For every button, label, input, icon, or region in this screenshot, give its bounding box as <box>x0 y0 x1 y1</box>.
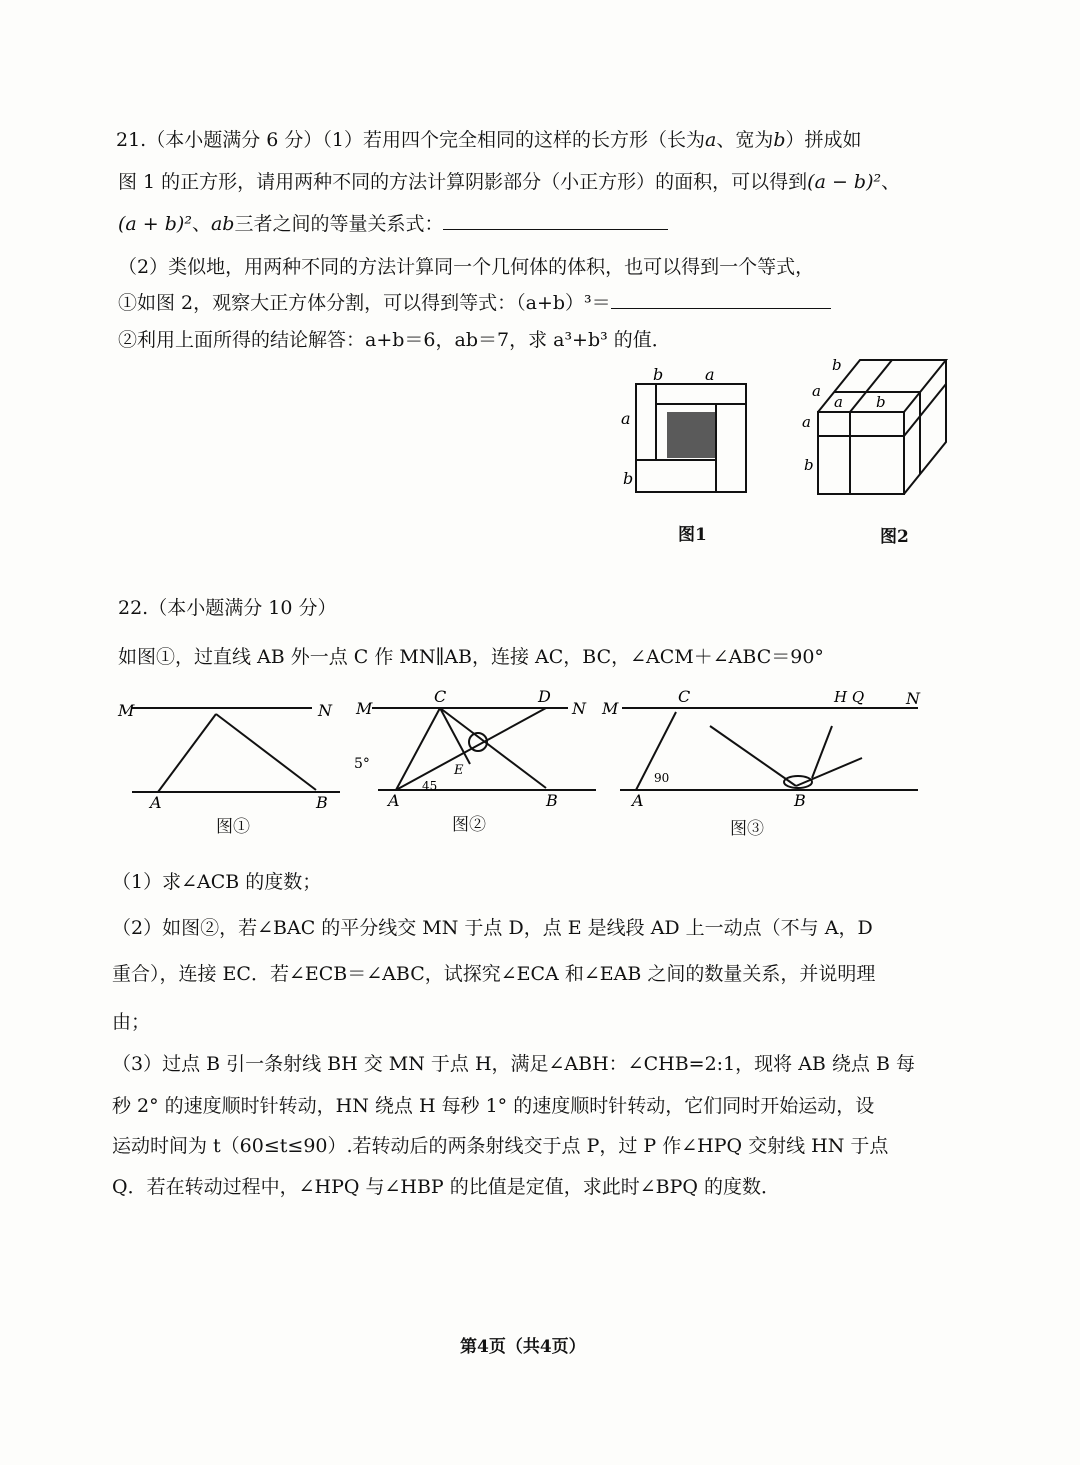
fig3-label-A: A <box>632 791 644 810</box>
fig2-label-b-top: b <box>832 356 842 374</box>
fig2-label-b-left: b <box>804 456 814 474</box>
q22-figure3 <box>600 682 930 812</box>
q22-part1: （1）求∠ACB 的度数； <box>112 871 322 893</box>
q21-fig1-caption: 图1 <box>678 525 707 545</box>
q21-answer-blank-2[interactable] <box>611 292 831 309</box>
q22-part3-line3: 运动时间为 t（60≤t≤90）.若转动后的两条射线交于点 P，过 P 作∠HPQ 交射线 HN 于点 <box>112 1135 889 1157</box>
q21-line3 <box>118 212 668 236</box>
fig1-label-M: M <box>118 701 135 720</box>
fig2-label-a-face: a <box>834 393 843 411</box>
q22-part3-line1: （3）过点 B 引一条射线 BH 交 MN 于点 H，满足∠ABH：∠CHB=2:1，现将 AB 绕点 B 每 <box>112 1053 915 1075</box>
fig3-label-N: N <box>906 689 920 708</box>
q22-figure2 <box>350 682 600 812</box>
q21-line4: （2）类似地，用两种不同的方法计算同一个几何体的体积，也可以得到一个等式， <box>118 256 815 278</box>
fig1-label-left-a: a <box>621 409 631 428</box>
q22-fig2-caption: 图② <box>452 815 486 835</box>
fig3-label-HQ: H Q <box>834 688 865 706</box>
fig2-note-45: 45 <box>422 779 438 793</box>
fig1-label-a: a <box>705 365 715 384</box>
fig2-label-N: N <box>572 699 586 718</box>
q22-fig3-caption: 图③ <box>730 819 764 839</box>
fig3-label-B: B <box>794 791 806 810</box>
fig2-note-5: 5° <box>354 756 370 772</box>
q21-line5 <box>118 291 831 315</box>
page-footer: 第4页（共4页） <box>460 1337 586 1357</box>
q22-figure1 <box>112 690 342 810</box>
q21-l2-tail: 、 <box>881 171 901 193</box>
q21-head-b: b <box>773 129 786 151</box>
q22-head: 22.（本小题满分 10 分） <box>118 597 337 619</box>
q21-answer-blank-1[interactable] <box>443 213 668 230</box>
q22-part2-line3: 由； <box>112 1011 151 1033</box>
fig3-note-90: 90 <box>654 771 670 785</box>
q21-l3-mid: 、 <box>191 213 211 235</box>
fig1-label-N: N <box>318 701 332 720</box>
fig1-label-A: A <box>150 793 162 810</box>
q21-head-tail: ）拼成如 <box>785 129 862 151</box>
fig3-label-C: C <box>678 687 691 706</box>
fig1-label-B: B <box>316 793 328 810</box>
fig2-label-E: E <box>454 763 464 778</box>
q21-l3-ab: ab <box>210 213 235 235</box>
q21-l2-expr: (a − b)² <box>807 171 882 193</box>
q21-line1 <box>116 128 862 152</box>
fig2-label-B: B <box>546 791 558 810</box>
fig2-label-b-face: b <box>876 393 886 411</box>
q21-figure2 <box>798 352 953 502</box>
q22-intro: 如图①，过直线 AB 外一点 C 作 MN∥AB，连接 AC，BC，∠ACM＋∠ABC＝90° <box>118 646 824 668</box>
q21-l5-text: ①如图 2，观察大正方体分割，可以得到等式：（a+b）³＝ <box>118 292 611 314</box>
q21-l2-text: 图 1 的正方形，请用两种不同的方法计算阴影部分（小正方形）的面积，可以得到 <box>118 171 808 193</box>
fig2-label-D: D <box>538 687 551 706</box>
shaded-square <box>667 412 715 458</box>
fig2-label-C: C <box>434 687 447 706</box>
q21-head-a: a <box>704 129 717 151</box>
q21-l3-expr: (a + b)² <box>118 213 192 235</box>
q21-fig2-caption: 图2 <box>880 527 909 547</box>
fig1-label-left-b: b <box>623 469 634 488</box>
q22-part2-line1: （2）如图②，若∠BAC 的平分线交 MN 于点 D，点 E 是线段 AD 上一动点（不与 A，D <box>112 917 873 939</box>
fig1-label-b: b <box>653 365 664 384</box>
q22-fig1-caption: 图① <box>216 817 250 837</box>
q21-l3-tail: 三者之间的等量关系式： <box>234 213 444 235</box>
q22-part3-line2: 秒 2° 的速度顺时针转动，HN 绕点 H 每秒 1° 的速度顺时针转动，它们同时开始运动，设 <box>112 1095 875 1117</box>
fig2-label-M: M <box>356 699 373 718</box>
fig2-label-a-left: a <box>802 413 811 431</box>
q21-head: 21.（本小题满分 6 分）（1）若用四个完全相同的这样的长方形（长为 <box>116 129 705 151</box>
fig2-label-A: A <box>388 791 400 810</box>
fig2-label-a-side: a <box>812 382 821 400</box>
q22-part3-line4: Q．若在转动过程中，∠HPQ 与∠HBP 的比值是定值，求此时∠BPQ 的度数． <box>112 1176 781 1198</box>
q21-line2 <box>118 170 900 194</box>
q21-head-mid: 、宽为 <box>716 129 774 151</box>
q21-figure1 <box>615 360 765 500</box>
fig3-label-M: M <box>602 699 619 718</box>
q22-part2-line2: 重合），连接 EC．若∠ECB＝∠ABC，试探究∠ECA 和∠EAB 之间的数量关系，并说明理 <box>112 963 876 985</box>
q21-line6: ②利用上面所得的结论解答：a+b＝6，ab＝7，求 a³+b³ 的值． <box>118 329 671 351</box>
